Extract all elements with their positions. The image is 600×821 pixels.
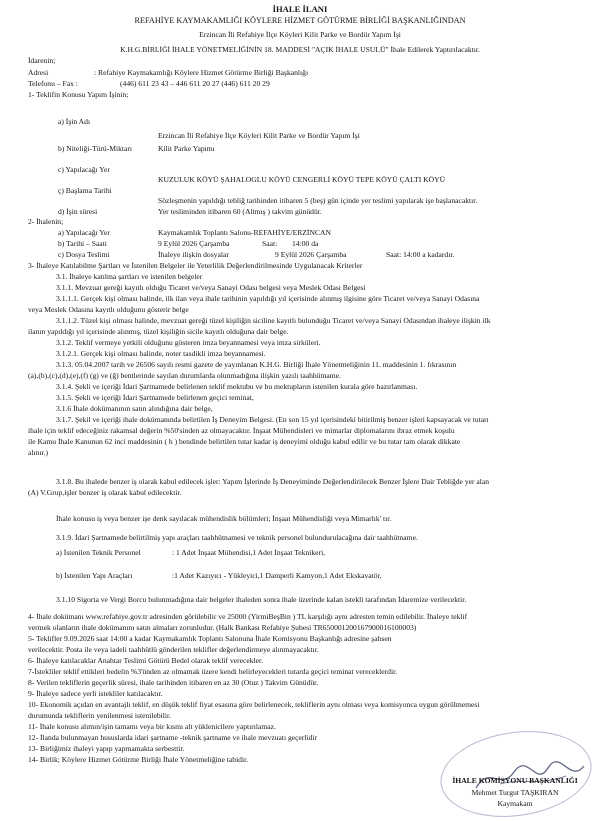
engineering-departments: İhale konusu iş veya benzer işe denk sayılacak mühendislik bölümleri; İnşaat Mühendisliği veya Mimarlık' tır. [56,514,392,523]
section7: 7-İstekliler teklif ettikleri bedelin %3'ünden az olmamak üzere kendi belirleyecekleri tutarda geçici teminat vereceklerdir. [28,667,398,676]
section11: 11- İhale konusu alımın/işin tamamı veya bir kısmı alt yüklenicilere yaptırılamaz. [28,722,276,731]
tender-place-label: a) Yapılacağı Yer [58,228,110,237]
section3-heading: 3- İhaleye Katılabilme Şartları ve İstenilen Belgeler ile Yeterlilik Değerlendirilmesinde Uygulanacak Kriterler [28,261,363,270]
personnel-value: : 1 Adet İnşaat Mühendisi,1 Adet İnşaat Teknikeri, [172,548,326,557]
equipment-label: b) İstenilen Yapı Araçları [56,571,133,580]
section4-line1: 4- İhale dokümanı www.refahiye.gov.tr adresinden görülebilir ve 25000 (YirmiBeşBin ) TL karşılığı aynı adresten temin edilebilir. İhaleye teklif [28,612,468,621]
personnel-label: a) İstenilen Teknik Personel [56,548,141,557]
req-3-1-8-cont: (A) V.Grup,işler benzer iş olarak kabul edilecektir. [28,488,182,497]
start-date-label: ç) Başlama Tarihi [58,186,112,195]
section5-line2: verilecektir. Posta ile veya iadeli taahhütlü gönderilen teklifler değerlendirmeye alınmayacaktır. [28,645,319,654]
req-3-1-10: 3.1.10 Sigorta ve Vergi Borcu bulunmadığına dair belgeler ihaleden sonra ihale üzerinde kalan istekli tarafından İdaremize verilecektir. [56,595,467,604]
req-3-1-9: 3.1.9. İdari Şartnamede belirtilmiş yapı araçları taahhütnamesi ve teknik personel bulundurulacağına dair taahhütname. [56,533,418,542]
start-date-value: Sözleşmenin yapıldığı tebliğ tarihinden itibaren 5 (beş) gün içinde yer teslimi yapılarak işe başlanacaktır. [158,196,478,205]
admin-address-label: Adresi [28,68,49,77]
req-3-1-5: 3.1.5. Şekli ve içeriği İdari Şartnamede belirlenen geçici teminat, [56,393,254,402]
tender-procedure: K.H.G.BİRLİĞİ İHALE YÖNETMELİĞİNİN 18. MADDESİ "AÇIK İHALE USULÜ" İhale Edilerek Yaptırılacaktır. [120,45,480,54]
req-3-1-8: 3.1.8. Bu ihalede benzer iş olarak kabul edilecek işler: Yapım İşlerinde İş Deneyiminde Değerlendirilecek Benzer İşlere Dair Tebliğde yer alan [56,477,490,486]
req-3-1-2-1: 3.1.2.1. Gerçek kişi olması halinde, noter tasdikli imza beyannamesi. [56,349,266,358]
req-3-1-1-2: 3.1.1.2. Tüzel kişi olması halinde, mevzuat gereği tüzel kişiliğin siciline kayıtlı bulunduğu Ticaret ve/veya Sanayi Odasından ihaleye ilişkin ilk [56,316,491,325]
section4-line2: vermek olanların ihale dokümanını satın almaları zorunludur. (Halk Bankası Refahiye Şubesi TR650001200167900016100003) [28,623,417,632]
req-3-1-4: 3.1.4. Şekli ve içeriği İdari Şartnamede belirlenen teklif mektubu ve bu mektupların istenilen kurala göre hazırlanması. [56,382,418,391]
work-location-label: c) Yapılacağı Yer [58,165,110,174]
req-3-1-1-2-cont: ilanın yapıldığı yıl içerisinde alınmış, tüzel kişiliğin sicile kayıtlı olduğuna dair belge. [28,327,289,336]
file-delivery-date: 9 Eylül 2026 Çarşamba [275,250,347,259]
work-location-value: KUZULUK KÖYÜ ŞAHALOGLU KÖYÜ CENGERLİ KÖYÜ TEPE KÖYÜ ÇALTI KÖYÜ [158,175,446,184]
work-name-value: Erzincan İli Refahiye İlçe Köyleri Kilit Parke ve Bordür Yapım İşi [158,131,360,140]
project-name: Erzincan İli Refahiye İlçe Köyleri Kilit Parke ve Bordür Yapım İşi [199,30,401,39]
duration-value: Yer tesliminden itibaren 60 (Altmış ) takvim günüdür. [158,207,322,216]
tender-datetime-label: b) Tarihi – Saati [58,239,107,248]
admin-heading: İdarenin; [28,56,56,65]
section5-line1: 5- Teklifler 9.09.2026 saat 14:00 a kadar Kaymakamlık Toplantı Salonuna İhale Komisyonu Başkanlığı adresine şahsen [28,634,392,643]
req-3-1-7: 3.1.7. Şekil ve içeriği ihale dokümanında belirtilen İş Deneyim Belgesi. (En son 15 yıl içerisindeki bitirilmiş benzer işleri kapsayacak ve tutarı [56,415,489,424]
work-type-label: b) Niteliği-Türü-Miktarı [58,144,133,153]
section2-heading: 2- İhalenin; [28,217,64,226]
tender-time-label: Saat: [262,239,278,248]
req-3-1-1-1: 3.1.1.1. Gerçek kişi olması halinde, ilk ilan veya ihale tarihinin yapıldığı yıl içerisinde alınmış ilgisine göre Ticaret ve/veya Sanayi Odasına [56,294,480,303]
section12: 12- İlanda bulunmayan hususlarda idari şartname -teknik şartname ve ihale mevzuatı geçerlidir [28,733,318,742]
req-3-1-2: 3.1.2. Teklif vermeye yetkili olduğunu gösteren imza beyannamesi veya imza sirküleri. [56,338,321,347]
signatory-position: Kaymakam [497,799,533,808]
admin-address-value: : Refahiye Kaymakamlığı Köylere Hizmet Götürme Birliği Başkanlığı [94,68,309,77]
committee-title: İHALE KOMİSYONU BAŞKANLIĞI [452,776,578,785]
signatory-name: Mehmet Turgut TAŞKIRAN [471,788,559,797]
req-3-1-7-cont3: alınır.) [28,448,49,457]
section8: 8- Verilen tekliflerin geçerlik süresi, ihale tarihinden itibaren en az 30 (Otuz ) Takvim Günüdür. [28,678,319,687]
section14: 14- Birlik; Köylere Hizmet Götürme Birliği İhale Yönetmeliğine tabidir. [28,755,249,764]
section1-heading: 1- Teklifin Konusu Yapım İşinin; [28,90,129,99]
section6: 6- İhaleye katılacaklar Anahtar Teslimi Götürü Bedel olarak teklif verecekler. [28,656,264,665]
duration-label: d) İşin süresi [58,207,98,216]
req-3-1-3: 3.1.3. 05.04.2007 tarih ve 26506 sayılı resmi gazete de yayınlanan K.H.G. Birliği İhale Yönetmeliğinin 11. maddesinin 1. fıkrasının [56,360,457,369]
file-delivery-value: İhaleye ilişkin dosyalar [158,250,229,259]
req-3-1-1: 3.1.1. Mevzuat gereği kayıtlı olduğu Ticaret ve/veya Sanayi Odası belgesi veya Meslek Odası Belgesi [56,283,366,292]
file-delivery-label: c) Dosya Teslimi [58,250,110,259]
file-delivery-time: Saat: 14:00 a kadardır. [386,250,455,259]
admin-phone-label: Telefonu – Fax : [28,79,78,88]
tender-time-value: 14:00 da [292,239,319,248]
work-type-value: Kilit Parke Yapımı [158,144,215,153]
tender-place-value: Kaymakamlık Toplantı Salonu-REFAHİYE/ERZİNCAN [158,228,331,237]
admin-phone-value: (446) 611 23 43 – 446 611 20 27 (446) 611 20 29 [120,79,270,88]
req-3-1-7-cont1: ihale için teklif edeceğiniz rakamsal değerin %50'sinden az olmayacaktır. İnşaat Mühendisleri ve mimarlar diplomalarını ibraz etmek koşulu [28,426,455,435]
req-3-1-1-1-cont: veya Meslek Odasına kayıtlı olduğunu gösterir belge [28,305,189,314]
section9: 9- İhaleye sadece yerli istekliler katılacaktır. [28,689,163,698]
equipment-value: :1 Adet Kazıyıcı - Yükleyici,1 Damperli Kamyon,1 Adet Ekskavatör, [172,571,382,580]
section10-line2: durumunda tekliflerin yenilenmesi istenilebilir. [28,711,171,720]
req-3-1-3-cont: (a),(b),(c),(d),(e),(f) (g) ve (ğ) bentlerinde sayılan durumlarda olunmadığına ilişkin yazılı taahhütname. [28,371,341,380]
req-3-1-6: 3.1.6 İhale dokümanının satın alındığına dair belge, [56,404,213,413]
section10-line1: 10- Ekonomik açıdan en avantajlı teklif, en düşük teklif fiyat esasına göre belirlenecek, tekliflerin aynı olması veya komisyonca uygun görülmemesi [28,700,480,709]
work-name-label: a) İşin Adı [58,117,91,126]
notice-title: İHALE İLANI [272,4,328,14]
tender-date-value: 9 Eylül 2026 Çarşamba [158,239,230,248]
section13: 13- Birliğimiz ihaleyi yapıp yapmamakta serbesttir. [28,744,185,753]
req-3-1: 3.1. İhaleye katılma şartları ve istenilen belgeler [56,272,203,281]
req-3-1-7-cont2: ile Kamu İhale Kanunun 62 inci maddesinin ( h ) bendinde belirtilen tutar kadar iş deneyimi olduğu kabul edilir ve bu tutar tam olarak dikkate [28,437,461,446]
issuing-organization: REFAHİYE KAYMAKAMLIĞI KÖYLERE HİZMET GÖTÜRME BİRLİĞİ BAŞKANLIĞINDAN [134,16,466,25]
